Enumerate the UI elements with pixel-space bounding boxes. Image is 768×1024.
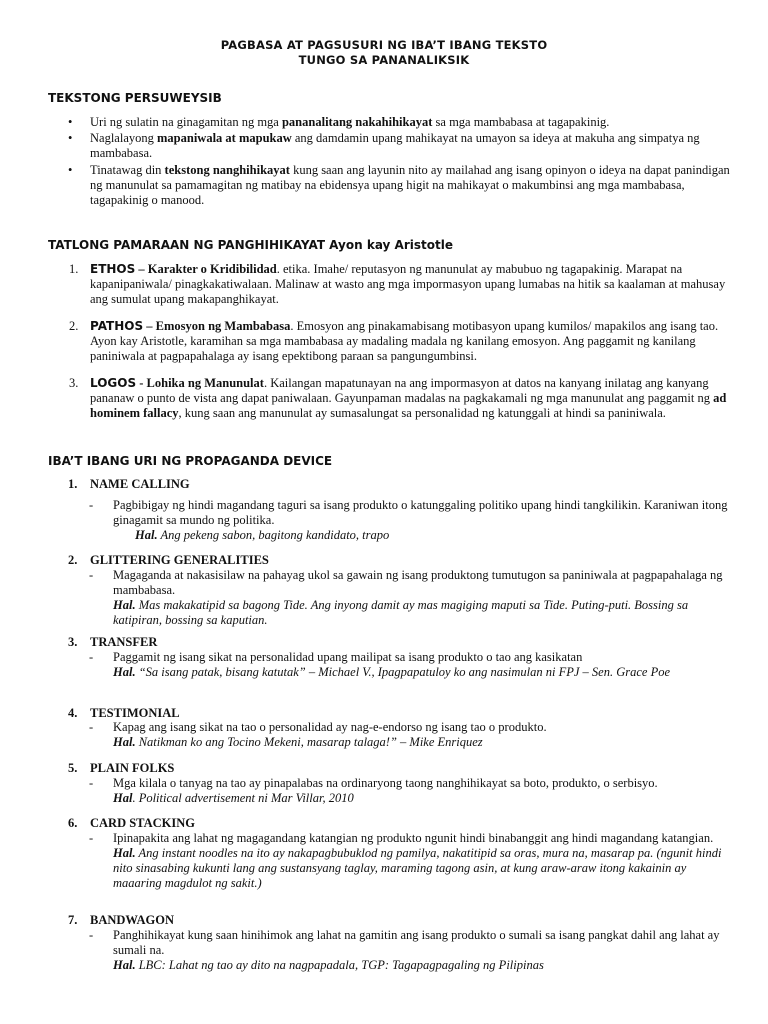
device-description: - Kapag ang isang sikat na tao o personalidad ay nag-e-endorso ng isang tao o produkto. Hal. Natikman ko ang Tocino Mekeni, masarap talaga!” – Mike Enriquez [113,720,733,750]
device-example: Hal. LBC: Lahat ng tao ay dito na nagpapadala, TGP: Tagapagpagaling ng Pilipinas [113,958,544,972]
device-example: Hal. “Sa isang patak, bisang katutak” – Michael V., Ipagpapatuloy ko ang nasimulan ni FPJ – Sen. Grace Poe [113,665,671,679]
bullet-item: • Naglalayong mapaniwala at mapukaw ang damdamin upang mahikayat na umayon sa ideya at makuha ang simpatya ng mambabasa. [68,131,700,160]
device-heading: 6. CARD STACKING [68,816,195,830]
bullet-item: • Tinatawag din tekstong nanghihikayat kung saan ang layunin nito ay mailahad ang isang opinyon o ideya na dapat panindigan ng manunulat sa pamamagitan ng matibay na ebidensya upang higit na mahikayat o makumbinsi ang mga mambabasa, tagapakinig o manood. [68,163,730,207]
dash-marker: - [89,831,94,845]
device-example: Hal. Political advertisement ni Mar Villar, 2010 [113,791,354,805]
title-line-1: PAGBASA AT PAGSUSURI NG IBA’T IBANG TEKSTO [220,38,548,52]
device-description: - Paggamit ng isang sikat na personalidad upang mailipat sa isang produkto o tao ang kasikatan Hal. “Sa isang patak, bisang katutak” – Michael V., Ipagpapatuloy ko ang nasimulan ni FPJ – Sen. Grace Poe [113,650,733,680]
list-item-ethos: 1. ETHOS – Karakter o Kridibilidad. etika. Imahe/ reputasyon ng manunulat ay mabubuo ng tagapakinig. Marapat na kapanipaniwala/ pinagkakatiwalaan. Malinaw at wasto ang mga impormasyon upang lumabas na hitik sa kaalaman at mahusay ang sumulat upang makapanghikayat. [69,262,726,306]
dash-marker: - [89,928,94,942]
device-heading: 4. TESTIMONIAL [68,706,180,720]
dash-marker: - [89,776,94,790]
list-item-logos: 3. LOGOS - Lohika ng Manunulat. Kailangan mapatunayan na ang impormasyon at datos na kanyang inilatag ang kanyang pananaw o punto de vista ang dapat paniwalaan. Gayunpaman madalas na pagkakamali ng mga manunulat ang paggamit ng ad hominem fallacy, kung saan ang manunulat ay sumasalungat sa personalidad ng katunggali at hindi sa paniniwala. [69,376,727,420]
device-description: - Panghihikayat kung saan hinihimok ang lahat na gamitin ang isang produkto o sumali sa isang pangkat dahil ang lahat ay sumali na. Hal. LBC: Lahat ng tao ay dito na nagpapadala, TGP: Tagapagpagaling ng Pilipinas [113,928,733,973]
bullet-icon: • [68,115,73,129]
document-title [0,38,768,68]
device-description: - Pagbibigay ng hindi magandang taguri sa isang produkto o katunggaling politiko upang hindi tangkilikin. Karaniwan itong ginagamit sa mundo ng politika. Hal. Ang pekeng sabon, bagitong kandidato, trapo [113,498,733,543]
bullet-item: • Uri ng sulatin na ginagamitan ng mga pananalitang nakahihikayat sa mga mambabasa at tagapakinig. [68,115,610,129]
device-heading: 3. TRANSFER [68,635,158,649]
section-heading-persuasive: TEKSTONG PERSUWEYSIB [48,91,222,105]
dash-marker: - [89,720,94,734]
title-line-2: TUNGO SA PANANALIKSIK [298,53,470,67]
section-heading-propaganda: IBA’T IBANG URI NG PROPAGANDA DEVICE [48,454,333,468]
section-heading-aristotle: TATLONG PAMARAAN NG PANGHIHIKAYAT Ayon kay Aristotle [48,238,453,252]
device-example: Hal. Mas makakatipid sa bagong Tide. Ang inyong damit ay mas magiging maputi sa Tide. Puting-puti. Bossing sa katipiran, bossing sa kaputian. [113,598,689,627]
list-item-pathos: 2. PATHOS – Emosyon ng Mambabasa. Emosyon ang pinakamabisang motibasyon upang kumilos/ mapakilos ang isang tao. Ayon kay Aristotle, karamihan sa mga mambabasa ay madaling madala ng kanilang emosyon. Ang paggamit ng kanilang paniniwala at pagpapahalaga ay isang epektibong paraan sa pangungumbinsi. [69,319,719,363]
bullet-icon: • [68,163,73,177]
device-example: Hal. Natikman ko ang Tocino Mekeni, masarap talaga!” – Mike Enriquez [113,735,483,749]
device-heading: 5. PLAIN FOLKS [68,761,175,775]
device-heading: 7. BANDWAGON [68,913,175,927]
bullet-icon: • [68,131,73,145]
device-example: Hal. Ang pekeng sabon, bagitong kandidato, trapo [135,528,390,542]
device-description: - Magaganda at nakasisilaw na pahayag ukol sa gawain ng isang produktong tumutugon sa paniniwala at pagpapahalaga ng mambabasa. Hal. Mas makakatipid sa bagong Tide. Ang inyong damit ay mas magiging maputi sa Tide. Puting-puti. Bossing sa katipiran, bossing sa kaputian. [113,568,733,628]
device-description: - Mga kilala o tanyag na tao ay pinapalabas na ordinaryong taong nanghihikayat sa boto, produkto, o serbisyo. Hal. Political advertisement ni Mar Villar, 2010 [113,776,733,806]
dash-marker: - [89,498,94,512]
dash-marker: - [89,568,94,582]
device-example: Hal. Ang instant noodles na ito ay nakapagbubuklod ng pamilya, nakatitipid sa oras, mura na, masarap pa. (ngunit hindi nito sinasabing kukunti lang ang sustansyang taglay, maraming tagong asin, at kung araw-araw itong kakainin ay maaaring magdulot ng sakit.) [113,846,722,890]
device-description: - Ipinapakita ang lahat ng magagandang katangian ng produkto ngunit hindi binabanggit ang hindi magandang katangian. Hal. Ang instant noodles na ito ay nakapagbubuklod ng pamilya, nakatitipid sa oras, mura na, masarap pa. (ngunit hindi nito sinasabing kukunti lang ang sustansyang taglay, maraming tagong asin, at kung araw-araw itong kakainin ay maaaring magdulot ng sakit.) [113,831,733,891]
device-heading: 2. GLITTERING GENERALITIES [68,553,269,567]
dash-marker: - [89,650,94,664]
device-heading: 1. NAME CALLING [68,477,190,491]
